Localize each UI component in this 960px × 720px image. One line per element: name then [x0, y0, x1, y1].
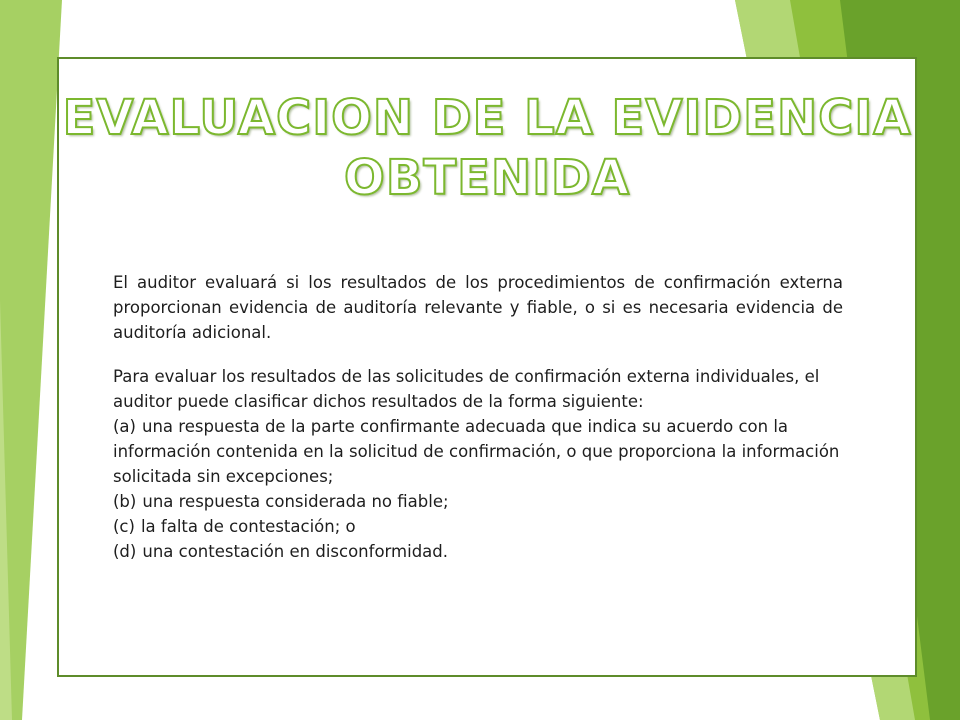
list-item: [113, 414, 843, 489]
list-text: una respuesta considerada no fiable;: [142, 492, 449, 511]
list-text: una respuesta de la parte confirmante adecuada que indica su acuerdo con la información contenida en la solicitud de confirmación, o que proporciona la información solicitada sin excepciones;: [113, 417, 840, 486]
title-line-1: EVALUACION DE LA EVIDENCIA: [62, 90, 912, 146]
list-marker: (a): [113, 417, 136, 436]
list-marker: (b): [113, 492, 137, 511]
list-item: [113, 489, 843, 514]
slide-title: [57, 88, 917, 208]
list-text: la falta de contestación; o: [140, 517, 356, 536]
paragraph-1: El auditor evaluará si los resultados de los procedimientos de confirmación externa proporcionan evidencia de auditoría relevante y fiable, o si es necesaria evidencia de auditoría adicional.: [113, 273, 843, 342]
list-item: [113, 539, 843, 564]
list-item: [113, 514, 843, 539]
list-text: una contestación en disconformidad.: [142, 542, 448, 561]
title-line-2: OBTENIDA: [344, 150, 630, 206]
list-marker: (c): [113, 517, 135, 536]
left-green-wedge: [0, 0, 62, 720]
paragraph-2: Para evaluar los resultados de las solicitudes de confirmación externa individuales, el auditor puede clasificar dichos resultados de la forma siguiente:: [113, 367, 820, 411]
list-marker: (d): [113, 542, 137, 561]
classification-list: [113, 414, 843, 564]
slide-body: [113, 270, 843, 564]
